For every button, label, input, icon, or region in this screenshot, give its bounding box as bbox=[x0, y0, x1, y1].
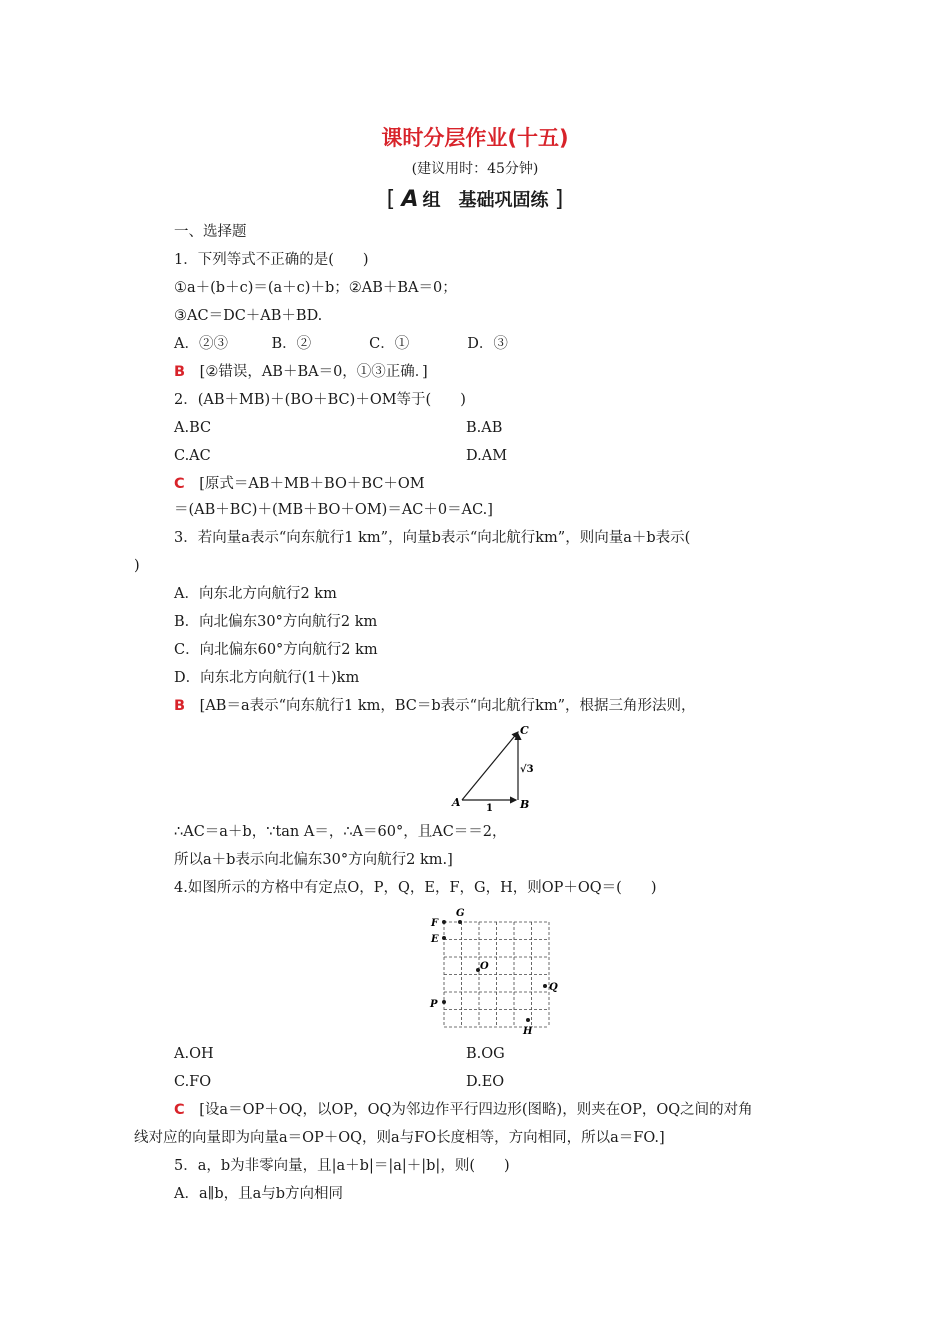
point-q bbox=[543, 984, 547, 988]
q4-stem: 4.如图所示的方格中有定点O，P，Q，E，F，G，H，则OP＋OQ＝( ) bbox=[174, 880, 657, 896]
q2-stem: 2．(AB＋MB)＋(BO＋BC)＋OM等于( ) bbox=[174, 392, 466, 408]
page-title: 课时分层作业(十五) bbox=[381, 126, 569, 150]
label-p: P bbox=[430, 999, 438, 1010]
q2-option-b: B.AB bbox=[466, 420, 503, 436]
label-f: F bbox=[431, 918, 439, 929]
group-heading: [ A 组 基础巩固练 ] bbox=[386, 187, 564, 212]
label-c: C bbox=[520, 724, 529, 737]
label-side-1: 1 bbox=[486, 803, 493, 814]
q1-answer-letter: B bbox=[174, 364, 186, 380]
suggested-time: (建议用时：45分钟) bbox=[411, 161, 539, 177]
q4-option-d: D.EO bbox=[466, 1074, 505, 1090]
q3-answer-letter: B bbox=[174, 698, 186, 714]
q2-explanation-1: [原式＝AB＋MB＋BO＋BC＋OM bbox=[199, 476, 425, 492]
label-g: G bbox=[456, 908, 465, 919]
q2-answer bbox=[174, 474, 425, 494]
point-h bbox=[526, 1018, 530, 1022]
q4-option-c: C.FO bbox=[174, 1074, 212, 1090]
label-a: A bbox=[452, 796, 461, 809]
q4-answer bbox=[174, 1100, 753, 1120]
point-e bbox=[442, 936, 446, 940]
point-g bbox=[458, 920, 462, 924]
q4-explanation-2: 线对应的向量即为向量a＝OP＋OQ，则a与FO长度相等，方向相同，所以a＝FO.] bbox=[134, 1130, 665, 1146]
label-b: B bbox=[520, 798, 530, 811]
q3-option-a: A．向东北方向航行2 km bbox=[174, 586, 337, 602]
q4-answer-letter: C bbox=[174, 1102, 185, 1118]
point-f bbox=[442, 920, 446, 924]
q4-explanation-1: [设a＝OP＋OQ，以OP，OQ为邻边作平行四边形(图略)，则夹在OP，OQ之间的对角 bbox=[199, 1102, 753, 1118]
q3-option-d: D．向东北方向航行(1＋)km bbox=[174, 670, 360, 686]
q4-option-a: A.OH bbox=[174, 1046, 214, 1062]
label-h: H bbox=[523, 1026, 533, 1037]
grid-figure bbox=[424, 906, 564, 1040]
q5-stem: 5．a，b为非零向量，且|a＋b|＝|a|＋|b|，则( ) bbox=[174, 1158, 510, 1174]
q5-option-a: A．a∥b，且a与b方向相同 bbox=[174, 1186, 344, 1202]
q1-options: A．②③ B．② C．① D．③ bbox=[174, 336, 508, 352]
q3-answer bbox=[174, 696, 696, 716]
q3-option-c: C．向北偏东60°方向航行2 km bbox=[174, 642, 378, 658]
q3-explanation-2: ∴AC＝a＋b，∵tan A＝，∴A＝60°，且AC＝＝2， bbox=[174, 824, 507, 840]
q1-explanation: [②错误，AB＋BA＝0，①③正确．] bbox=[199, 364, 428, 380]
q2-answer-letter: C bbox=[174, 476, 185, 492]
point-p bbox=[442, 1000, 446, 1004]
q3-stem-end: ) bbox=[134, 558, 140, 574]
q3-explanation-1: [AB＝a表示“向东航行1 km，BC＝b表示“向北航行km”，根据三角形法则， bbox=[199, 698, 696, 714]
label-o: O bbox=[480, 961, 489, 972]
section-heading: 一、选择题 bbox=[174, 224, 247, 240]
q2-option-c: C.AC bbox=[174, 448, 211, 464]
label-height: √3 bbox=[520, 764, 534, 775]
label-q: Q bbox=[549, 982, 558, 993]
q2-option-a: A.BC bbox=[174, 420, 212, 436]
q1-stem: 1．下列等式不正确的是( ) bbox=[174, 252, 369, 268]
q2-explanation-2: ＝(AB＋BC)＋(MB＋BO＋OM)＝AC＋0＝AC.] bbox=[174, 502, 493, 518]
side-ac bbox=[462, 732, 518, 800]
label-e: E bbox=[431, 934, 439, 945]
triangle-figure bbox=[450, 722, 540, 814]
q3-option-b: B．向北偏东30°方向航行2 km bbox=[174, 614, 378, 630]
q1-line2: ③AC＝DC＋AB＋BD. bbox=[174, 308, 323, 324]
q1-answer bbox=[174, 362, 428, 382]
q1-line1: ①a＋(b＋c)＝(a＋c)＋b；②AB＋BA＝0； bbox=[174, 280, 457, 296]
q3-explanation-3: 所以a＋b表示向北偏东30°方向航行2 km.] bbox=[174, 852, 453, 868]
q2-option-d: D.AM bbox=[466, 448, 508, 464]
q4-option-b: B.OG bbox=[466, 1046, 505, 1062]
q3-stem: 3．若向量a表示“向东航行1 km”，向量b表示“向北航行km”，则向量a＋b表示( bbox=[174, 530, 691, 546]
